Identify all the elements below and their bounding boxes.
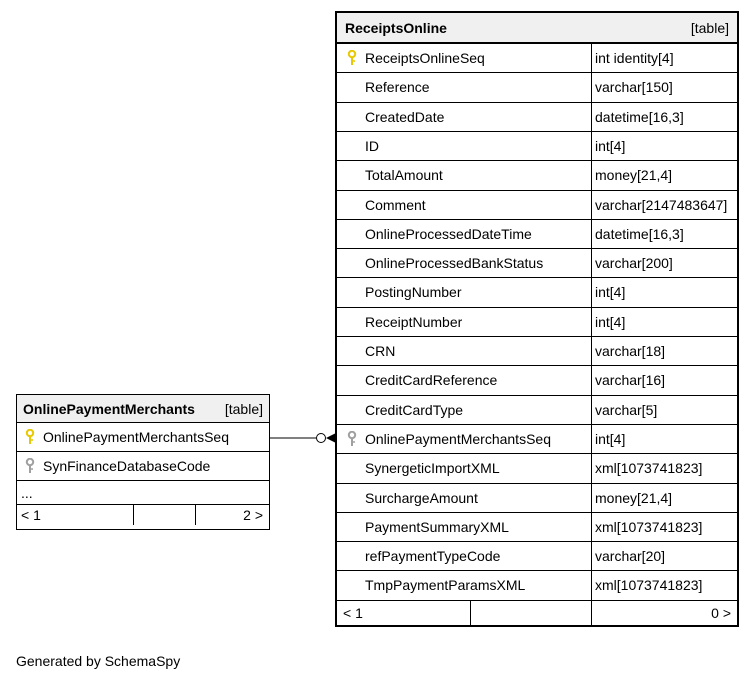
column-type: varchar[20]: [595, 548, 666, 564]
column-name: OnlineProcessedDateTime: [365, 226, 532, 242]
column-name: CreditCardType: [365, 402, 464, 418]
column-name: TmpPaymentParamsXML: [365, 577, 526, 593]
column-name: Reference: [365, 79, 430, 95]
divider: [337, 600, 737, 601]
column-type: money[21,4]: [595, 167, 673, 183]
column-type: xml[1073741823]: [595, 577, 703, 593]
children-count: < 1: [343, 605, 363, 621]
divider: [591, 44, 592, 600]
table-header[interactable]: [17, 395, 269, 422]
children-count: < 1: [21, 507, 41, 523]
table-row[interactable]: [337, 161, 737, 189]
column-type: varchar[200]: [595, 255, 673, 271]
divider: [17, 504, 269, 505]
table-receipts-online[interactable]: [335, 11, 739, 627]
column-name: ReceiptsOnlineSeq: [365, 50, 485, 66]
divider: [17, 480, 269, 481]
column-name: CreatedDate: [365, 109, 445, 125]
column-name: SurchargeAmount: [365, 490, 478, 506]
table-row[interactable]: [337, 484, 737, 512]
column-name: SynergeticImportXML: [365, 460, 500, 476]
divider: [133, 505, 134, 525]
parents-count: 2 >: [243, 507, 263, 523]
table-online-payment-merchants[interactable]: [16, 394, 270, 530]
column-type: int identity[4]: [595, 50, 674, 66]
column-type: varchar[18]: [595, 343, 666, 359]
column-type: money[21,4]: [595, 490, 673, 506]
column-name: Comment: [365, 197, 426, 213]
table-row[interactable]: [337, 73, 737, 101]
column-name: OnlinePaymentMerchantsSeq: [365, 431, 551, 447]
column-type: varchar[2147483647]: [595, 197, 728, 213]
column-type: int[4]: [595, 284, 626, 300]
table-name: OnlinePaymentMerchants: [23, 400, 195, 417]
table-row[interactable]: [337, 396, 737, 424]
table-type-tag: [table]: [224, 400, 263, 417]
foreign-key-icon: [25, 458, 35, 474]
column-type: varchar[5]: [595, 402, 658, 418]
column-name: CRN: [365, 343, 396, 359]
column-type: xml[1073741823]: [595, 460, 703, 476]
table-row[interactable]: [337, 44, 737, 72]
divider: [591, 601, 592, 625]
foreign-key-icon: [347, 431, 357, 447]
table-row[interactable]: [17, 452, 269, 480]
table-row[interactable]: [337, 337, 737, 365]
column-type: varchar[16]: [595, 372, 666, 388]
table-row[interactable]: [337, 454, 737, 482]
primary-key-icon: [347, 50, 357, 66]
table-row[interactable]: [337, 132, 737, 160]
column-type: datetime[16,3]: [595, 226, 684, 242]
table-row[interactable]: [337, 571, 737, 599]
column-type: int[4]: [595, 138, 626, 154]
table-name: ReceiptsOnline: [345, 19, 447, 36]
table-row[interactable]: [337, 220, 737, 248]
table-row[interactable]: [337, 366, 737, 394]
column-name: PostingNumber: [365, 284, 462, 300]
column-name: refPaymentTypeCode: [365, 548, 501, 564]
divider: [195, 505, 196, 525]
parents-count: 0 >: [711, 605, 731, 621]
table-header[interactable]: [337, 13, 737, 42]
column-type: datetime[16,3]: [595, 109, 684, 125]
divider: [470, 601, 471, 625]
table-row[interactable]: [337, 308, 737, 336]
column-name: ReceiptNumber: [365, 314, 463, 330]
column-name: OnlineProcessedBankStatus: [365, 255, 544, 271]
table-row[interactable]: [337, 191, 737, 219]
table-row[interactable]: [337, 513, 737, 541]
table-row[interactable]: [337, 542, 737, 570]
table-type-tag: [table]: [690, 19, 729, 36]
table-row[interactable]: [17, 423, 269, 451]
column-type: xml[1073741823]: [595, 519, 703, 535]
table-row[interactable]: [337, 249, 737, 277]
more-columns-ellipsis: ...: [21, 484, 33, 501]
generated-by-text: Generated by SchemaSpy: [16, 653, 181, 669]
column-name: PaymentSummaryXML: [365, 519, 509, 535]
column-type: varchar[150]: [595, 79, 673, 95]
column-name: TotalAmount: [365, 167, 443, 183]
column-name: ID: [365, 138, 379, 154]
column-name: SynFinanceDatabaseCode: [43, 458, 211, 474]
column-name: OnlinePaymentMerchantsSeq: [43, 429, 229, 445]
column-type: int[4]: [595, 431, 626, 447]
column-type: int[4]: [595, 314, 626, 330]
table-row[interactable]: [337, 425, 737, 453]
primary-key-icon: [25, 429, 35, 445]
table-row[interactable]: [337, 103, 737, 131]
table-row[interactable]: [337, 278, 737, 306]
column-name: CreditCardReference: [365, 372, 498, 388]
relationship-optional-marker: [317, 434, 326, 443]
